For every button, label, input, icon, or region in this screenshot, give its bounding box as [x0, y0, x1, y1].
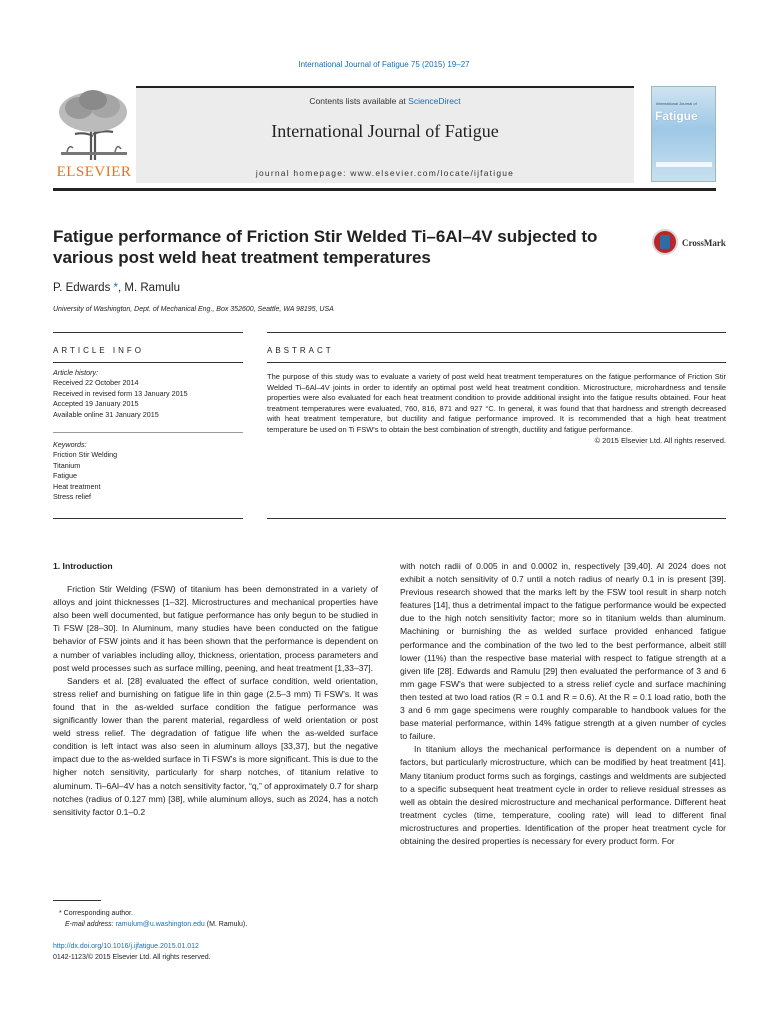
doi-block [53, 942, 211, 963]
author-separator: , [118, 282, 125, 294]
corresponding-author-note: * Corresponding author. [59, 910, 133, 917]
body-paragraph: Sanders et al. [28] evaluated the effect of surface condition, weld orientation, stress relief and burnishing on fatigue life in thin gage (2.5–3 mm) Ti FSW's. It was found that in the as-welded surface condition the fatigue performance was significantly lower than the parent material, regardless of weld orientation or post weld stress relief. The degradation of fatigue life when the as-welded surface condition is left intact was also seen in aluminum alloys [33,37], but the negative impact due to the as-welded surface in Ti FSW's is more significant. This is due to the higher notch sensitivity, particularly for sharp notches, of titanium relative to aluminum. Ti–6Al–4V has a notch sensitivity factor, “q,” of approximately 0.7 for sharp notches (radius of 0.127 mm) [38], while aluminum alloys, such as 2024, has a notch sensitivity factor 0.1–0.2 [53, 675, 378, 817]
journal-cover-thumbnail[interactable] [651, 86, 716, 182]
journal-homepage[interactable]: journal homepage: www.elsevier.com/locate/ijfatigue [255, 168, 515, 178]
masthead [53, 86, 716, 186]
info-rule-mid [53, 362, 243, 363]
affiliation: University of Washington, Dept. of Mechanical Eng., Box 352600, Seattle, WA 98195, USA [53, 306, 334, 313]
crossmark-icon [652, 229, 678, 255]
abstract-rule-top [267, 332, 726, 333]
keyword-item[interactable]: Stress relief [53, 492, 91, 502]
keyword-item[interactable]: Fatigue [53, 471, 77, 481]
body-column-left [53, 560, 378, 819]
abstract-rule-mid [267, 362, 726, 363]
keyword-item[interactable]: Friction Stir Welding [53, 450, 118, 460]
journal-citation[interactable]: International Journal of Fatigue 75 (2015) 19–27 [298, 60, 470, 69]
journal-title[interactable]: International Journal of Fatigue [271, 121, 499, 141]
article-title: Fatigue performance of Friction Stir Welded Ti–6Al–4V subjected to various post weld heat treatment temperatures [53, 227, 598, 267]
sciencedirect-link[interactable]: ScienceDirect [408, 96, 461, 106]
body-paragraph: In titanium alloys the mechanical performance is dependent on a number of factors, but particularly microstructure, which can be modified by heat treatment [41]. Many titanium product forms such as forgings, castings and weldments are subjected to a specific subsequent heat treatment cycle in order to relieve residual stresses as well as obtain the desired microstructure and mechanical performance. Different heat treatment cycles (time, temperature, cooling rate) will lead to different final microstructures and properties. Identification of the proper heat treatment cycle for obtaining the desired properties is necessary for every product form. For [400, 744, 726, 846]
keywords [53, 440, 243, 502]
info-rule-bottom [53, 518, 243, 519]
info-rule-keywords [53, 432, 243, 433]
footnotes [53, 908, 383, 930]
author-name[interactable]: P. Edwards [53, 282, 111, 294]
cover-subtitle: International Journal of [656, 101, 697, 106]
section-heading: 1. Introduction [53, 561, 113, 571]
abstract-paragraph: The purpose of this study was to evaluate a variety of post weld heat treatment temperatures on the fatigue performance of Friction Stir Welded Ti–6Al–4V joints in order to identify an optimal post weld heat treatment condition. Microstructure, microhardness and tensile properties were also evaluated for each heat treatment condition to provide additional insight into the fatigue results obtained. Four heat treatment temperatures were evaluated, 760, 816, 871 and 927 °C. In general, it was found that that hardness and strength decreased with heat treatment temperature, but ductility and fatigue performance improved. It is recommended that a high heat treatment temperature be used on Ti FSW's to obtain the best combination of strength, ductility and fatigue performance. [267, 372, 726, 434]
keyword-item[interactable]: Heat treatment [53, 481, 101, 491]
email-suffix: (M. Ramulu). [204, 921, 248, 928]
history-label: Article history: [53, 368, 99, 377]
history-item: Available online 31 January 2015 [53, 409, 159, 419]
article-history [53, 368, 243, 420]
crossmark-badge[interactable] [652, 229, 732, 259]
masthead-banner [136, 86, 634, 183]
doi-link[interactable]: http://dx.doi.org/10.1016/j.ijfatigue.2015.01.012 [53, 943, 199, 950]
cover-footer-bar [656, 162, 712, 167]
abstract-copyright: © 2015 Elsevier Ltd. All rights reserved. [594, 435, 726, 445]
email-label: E-mail address: [65, 921, 116, 928]
keyword-item[interactable]: Titanium [53, 460, 81, 470]
body-paragraph: with notch radii of 0.005 in and 0.0002 in, respectively [39,40]. Al 2024 does not exhibit a notch sensitivity of 0.7 until a notch radius of nearly 0.1 in is present [39]. Previous research showed that the marks left by the FSW tool result in sharp notch features [14], thus a detrimental impact to the fatigue performance would be expected due to the high notch sensitivity factor; more so in titanium welds than aluminum. Machining or burnishing the as welded surface provided enhanced fatigue performance and the combination of the two led to the best performance, albeit still lower (11%) than the respective base material with respect to fatigue strength at a given life [28]. Edwards and Ramulu [29] then evaluated the performance of 3 and 6 mm gage FSW's that were subjected to a stress relief cycle and surface machining then tested at two load ratios (R = 0.1 and R = 0.6). At the R = 0.1 load ratio, both the 3 and 6 mm gage specimens were roughly comparable to handbook values for the base material performance, within 14% fatigue strength at a given number of cycles to failure. [400, 561, 726, 742]
info-rule-top [53, 332, 243, 333]
masthead-rule [53, 188, 716, 191]
author-name[interactable]: M. Ramulu [124, 282, 181, 294]
history-item: Accepted 19 January 2015 [53, 399, 139, 409]
contents-line [136, 96, 634, 106]
email-note [53, 919, 383, 930]
author-list [53, 282, 180, 294]
history-item: Received 22 October 2014 [53, 378, 139, 388]
body-column-right [400, 560, 726, 848]
keywords-label: Keywords: [53, 440, 87, 449]
elsevier-wordmark[interactable]: ELSEVIER [56, 164, 132, 180]
crossmark-label: CrossMark [682, 238, 726, 248]
history-item: Received in revised form 13 January 2015 [53, 388, 188, 398]
email-link[interactable]: ramulum@u.washington.edu [115, 921, 205, 928]
contents-prefix: Contents lists available at [309, 96, 409, 106]
corresponding-author-mark[interactable]: * [113, 282, 119, 294]
article-info-heading: ARTICLE INFO [53, 346, 144, 355]
abstract-heading: ABSTRACT [267, 346, 334, 355]
footnote-rule [53, 900, 101, 901]
body-paragraph: Friction Stir Welding (FSW) of titanium has been demonstrated in a variety of alloys and joint thicknesses [1–32]. Microstructures and mechanical properties have also been well documented, but fatigue performance has only begun to be studied in Ti FSW [28–30]. In Aluminum, many studies have been conducted on the fatigue behavior of FSW joints and it has been shown that the performance is dependent on a number of variables including alloy, thickness, orientation, process parameters and post weld processes such as surface milling, peening, and heat treatment [1,33–37]. [53, 584, 378, 673]
abstract-rule-bottom [267, 518, 726, 519]
issn-line: 0142-1123/© 2015 Elsevier Ltd. All rights reserved. [53, 953, 211, 961]
cover-title: Fatigue [655, 109, 698, 123]
abstract-body [267, 372, 726, 446]
